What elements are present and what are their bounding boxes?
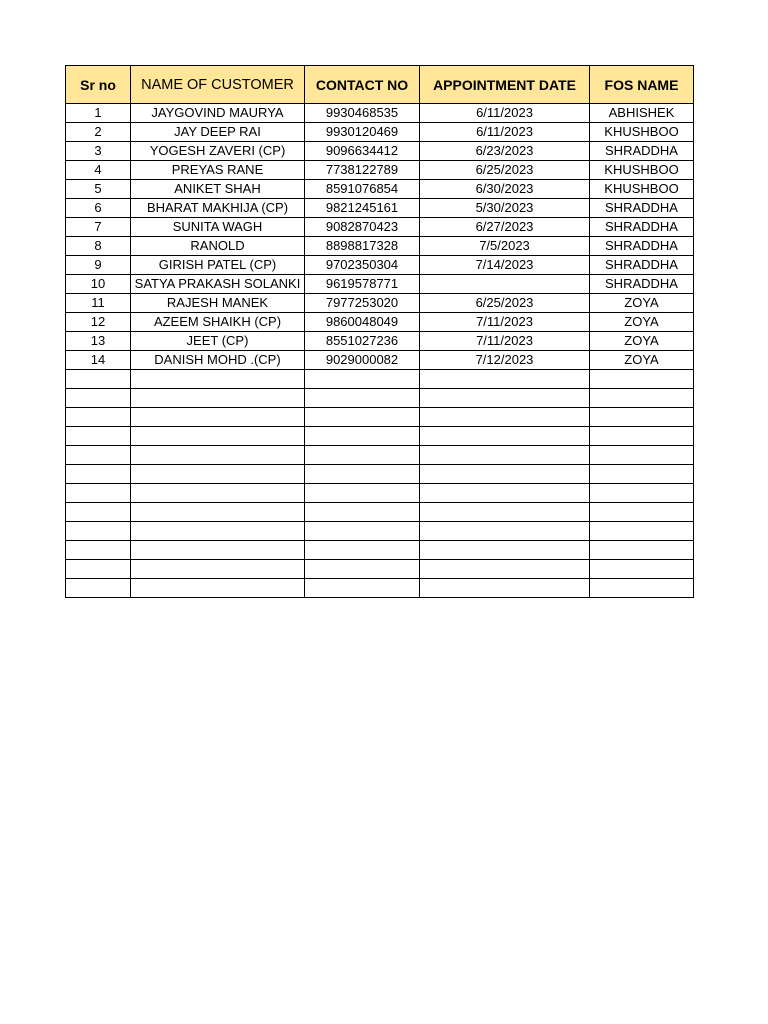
table-row: [66, 332, 694, 351]
cell-fos-name[interactable]: [590, 427, 694, 446]
cell-contact-no[interactable]: 9930120469: [305, 123, 420, 142]
cell-contact-no[interactable]: 9860048049: [305, 313, 420, 332]
cell-customer-name[interactable]: SATYA PRAKASH SOLANKI: [131, 275, 305, 294]
cell-sr-no[interactable]: [66, 560, 131, 579]
cell-sr-no[interactable]: [66, 522, 131, 541]
cell-customer-name[interactable]: JAY DEEP RAI: [131, 123, 305, 142]
cell-contact-no[interactable]: 7738122789: [305, 161, 420, 180]
cell-customer-name[interactable]: [131, 522, 305, 541]
cell-customer-name[interactable]: [131, 579, 305, 598]
cell-contact-no[interactable]: [305, 484, 420, 503]
cell-appointment-date[interactable]: [420, 484, 590, 503]
cell-sr-no[interactable]: [66, 541, 131, 560]
cell-fos-name[interactable]: SHRADDHA: [590, 218, 694, 237]
cell-sr-no[interactable]: 3: [66, 142, 131, 161]
cell-contact-no[interactable]: 9082870423: [305, 218, 420, 237]
cell-customer-name[interactable]: AZEEM SHAIKH (CP): [131, 313, 305, 332]
cell-appointment-date[interactable]: 5/30/2023: [420, 199, 590, 218]
cell-customer-name[interactable]: GIRISH PATEL (CP): [131, 256, 305, 275]
cell-contact-no[interactable]: [305, 465, 420, 484]
cell-appointment-date[interactable]: 7/5/2023: [420, 237, 590, 256]
cell-appointment-date[interactable]: 7/11/2023: [420, 332, 590, 351]
cell-fos-name[interactable]: [590, 560, 694, 579]
cell-fos-name[interactable]: [590, 579, 694, 598]
cell-sr-no[interactable]: 1: [66, 104, 131, 123]
cell-fos-name[interactable]: SHRADDHA: [590, 275, 694, 294]
table-row: [66, 408, 694, 427]
cell-appointment-date[interactable]: 6/23/2023: [420, 142, 590, 161]
cell-appointment-date[interactable]: [420, 275, 590, 294]
cell-fos-name[interactable]: SHRADDHA: [590, 256, 694, 275]
cell-contact-no[interactable]: 8551027236: [305, 332, 420, 351]
header-fos-name: FOS NAME: [590, 66, 694, 104]
cell-sr-no[interactable]: [66, 427, 131, 446]
cell-customer-name[interactable]: DANISH MOHD .(CP): [131, 351, 305, 370]
cell-customer-name[interactable]: [131, 389, 305, 408]
cell-customer-name[interactable]: SUNITA WAGH: [131, 218, 305, 237]
cell-appointment-date[interactable]: [420, 465, 590, 484]
cell-contact-no[interactable]: [305, 503, 420, 522]
cell-contact-no[interactable]: 7977253020: [305, 294, 420, 313]
cell-customer-name[interactable]: [131, 465, 305, 484]
cell-appointment-date[interactable]: [420, 522, 590, 541]
cell-contact-no[interactable]: [305, 408, 420, 427]
cell-customer-name[interactable]: [131, 370, 305, 389]
cell-customer-name[interactable]: JEET (CP): [131, 332, 305, 351]
table-row: [66, 579, 694, 598]
cell-customer-name[interactable]: [131, 541, 305, 560]
cell-customer-name[interactable]: [131, 503, 305, 522]
table-row: [66, 180, 694, 199]
cell-appointment-date[interactable]: 6/27/2023: [420, 218, 590, 237]
cell-sr-no[interactable]: 13: [66, 332, 131, 351]
cell-customer-name[interactable]: [131, 560, 305, 579]
cell-appointment-date[interactable]: 6/30/2023: [420, 180, 590, 199]
cell-sr-no[interactable]: 8: [66, 237, 131, 256]
cell-customer-name[interactable]: PREYAS RANE: [131, 161, 305, 180]
cell-contact-no[interactable]: [305, 579, 420, 598]
cell-fos-name[interactable]: [590, 503, 694, 522]
cell-fos-name[interactable]: ZOYA: [590, 313, 694, 332]
cell-customer-name[interactable]: [131, 427, 305, 446]
cell-contact-no[interactable]: [305, 370, 420, 389]
cell-contact-no[interactable]: 8898817328: [305, 237, 420, 256]
cell-contact-no[interactable]: [305, 389, 420, 408]
table-row: [66, 370, 694, 389]
cell-fos-name[interactable]: [590, 541, 694, 560]
table-row: [66, 541, 694, 560]
cell-appointment-date[interactable]: 6/11/2023: [420, 123, 590, 142]
cell-appointment-date[interactable]: [420, 560, 590, 579]
cell-fos-name[interactable]: ZOYA: [590, 351, 694, 370]
cell-contact-no[interactable]: 9930468535: [305, 104, 420, 123]
table-row: [66, 503, 694, 522]
cell-appointment-date[interactable]: 6/11/2023: [420, 104, 590, 123]
table-row: [66, 313, 694, 332]
cell-fos-name[interactable]: [590, 446, 694, 465]
header-contact-no: CONTACT NO: [305, 66, 420, 104]
cell-fos-name[interactable]: SHRADDHA: [590, 199, 694, 218]
cell-contact-no[interactable]: [305, 522, 420, 541]
cell-appointment-date[interactable]: 7/11/2023: [420, 313, 590, 332]
cell-appointment-date[interactable]: [420, 408, 590, 427]
cell-fos-name[interactable]: [590, 370, 694, 389]
cell-sr-no[interactable]: [66, 579, 131, 598]
table-row: [66, 465, 694, 484]
table-row: [66, 218, 694, 237]
cell-fos-name[interactable]: [590, 389, 694, 408]
cell-appointment-date[interactable]: [420, 579, 590, 598]
cell-customer-name[interactable]: ANIKET SHAH: [131, 180, 305, 199]
header-sr-no: Sr no: [66, 66, 131, 104]
cell-sr-no[interactable]: [66, 408, 131, 427]
cell-fos-name[interactable]: ZOYA: [590, 294, 694, 313]
cell-customer-name[interactable]: [131, 484, 305, 503]
cell-sr-no[interactable]: 4: [66, 161, 131, 180]
cell-fos-name[interactable]: [590, 465, 694, 484]
cell-customer-name[interactable]: RAJESH MANEK: [131, 294, 305, 313]
table-row: [66, 484, 694, 503]
cell-sr-no[interactable]: 6: [66, 199, 131, 218]
cell-appointment-date[interactable]: [420, 370, 590, 389]
table-row: [66, 560, 694, 579]
cell-contact-no[interactable]: 9029000082: [305, 351, 420, 370]
table-body: [66, 104, 694, 598]
appointment-table: [65, 65, 694, 598]
cell-appointment-date[interactable]: 7/14/2023: [420, 256, 590, 275]
cell-sr-no[interactable]: 2: [66, 123, 131, 142]
cell-fos-name[interactable]: ZOYA: [590, 332, 694, 351]
cell-fos-name[interactable]: SHRADDHA: [590, 142, 694, 161]
cell-fos-name[interactable]: SHRADDHA: [590, 237, 694, 256]
cell-fos-name[interactable]: KHUSHBOO: [590, 161, 694, 180]
cell-appointment-date[interactable]: 7/12/2023: [420, 351, 590, 370]
table-row: [66, 104, 694, 123]
cell-customer-name[interactable]: [131, 408, 305, 427]
table-row: [66, 294, 694, 313]
table-row: [66, 123, 694, 142]
cell-sr-no[interactable]: [66, 446, 131, 465]
cell-customer-name[interactable]: JAYGOVIND MAURYA: [131, 104, 305, 123]
cell-contact-no[interactable]: 9096634412: [305, 142, 420, 161]
cell-appointment-date[interactable]: 6/25/2023: [420, 161, 590, 180]
cell-sr-no[interactable]: [66, 465, 131, 484]
cell-appointment-date[interactable]: [420, 427, 590, 446]
cell-fos-name[interactable]: KHUSHBOO: [590, 123, 694, 142]
cell-customer-name[interactable]: YOGESH ZAVERI (CP): [131, 142, 305, 161]
table-row: [66, 256, 694, 275]
cell-appointment-date[interactable]: [420, 503, 590, 522]
cell-fos-name[interactable]: KHUSHBOO: [590, 180, 694, 199]
cell-sr-no[interactable]: [66, 503, 131, 522]
cell-contact-no[interactable]: [305, 560, 420, 579]
cell-sr-no[interactable]: 7: [66, 218, 131, 237]
cell-sr-no[interactable]: 10: [66, 275, 131, 294]
table-row: [66, 161, 694, 180]
cell-contact-no[interactable]: 9619578771: [305, 275, 420, 294]
cell-customer-name[interactable]: [131, 446, 305, 465]
cell-sr-no[interactable]: 11: [66, 294, 131, 313]
cell-contact-no[interactable]: 9702350304: [305, 256, 420, 275]
cell-contact-no[interactable]: [305, 446, 420, 465]
cell-customer-name[interactable]: RANOLD: [131, 237, 305, 256]
table-row: [66, 275, 694, 294]
cell-appointment-date[interactable]: [420, 541, 590, 560]
cell-sr-no[interactable]: [66, 484, 131, 503]
cell-sr-no[interactable]: [66, 389, 131, 408]
cell-fos-name[interactable]: [590, 408, 694, 427]
table-row: [66, 522, 694, 541]
table-row: [66, 351, 694, 370]
table-row: [66, 446, 694, 465]
cell-contact-no[interactable]: [305, 541, 420, 560]
table-row: [66, 389, 694, 408]
header-appointment-date: APPOINTMENT DATE: [420, 66, 590, 104]
cell-sr-no[interactable]: [66, 370, 131, 389]
cell-fos-name[interactable]: [590, 484, 694, 503]
cell-sr-no[interactable]: 5: [66, 180, 131, 199]
cell-appointment-date[interactable]: [420, 389, 590, 408]
cell-fos-name[interactable]: [590, 522, 694, 541]
cell-contact-no[interactable]: 9821245161: [305, 199, 420, 218]
table-row: [66, 237, 694, 256]
table-header: [66, 66, 694, 104]
cell-customer-name[interactable]: BHARAT MAKHIJA (CP): [131, 199, 305, 218]
header-row: [66, 66, 694, 104]
cell-fos-name[interactable]: ABHISHEK: [590, 104, 694, 123]
table-row: [66, 142, 694, 161]
cell-sr-no[interactable]: 12: [66, 313, 131, 332]
header-customer-name: NAME OF CUSTOMER: [131, 66, 305, 104]
cell-contact-no[interactable]: 8591076854: [305, 180, 420, 199]
cell-sr-no[interactable]: 9: [66, 256, 131, 275]
cell-sr-no[interactable]: 14: [66, 351, 131, 370]
table-row: [66, 199, 694, 218]
table-row: [66, 427, 694, 446]
cell-contact-no[interactable]: [305, 427, 420, 446]
cell-appointment-date[interactable]: [420, 446, 590, 465]
cell-appointment-date[interactable]: 6/25/2023: [420, 294, 590, 313]
